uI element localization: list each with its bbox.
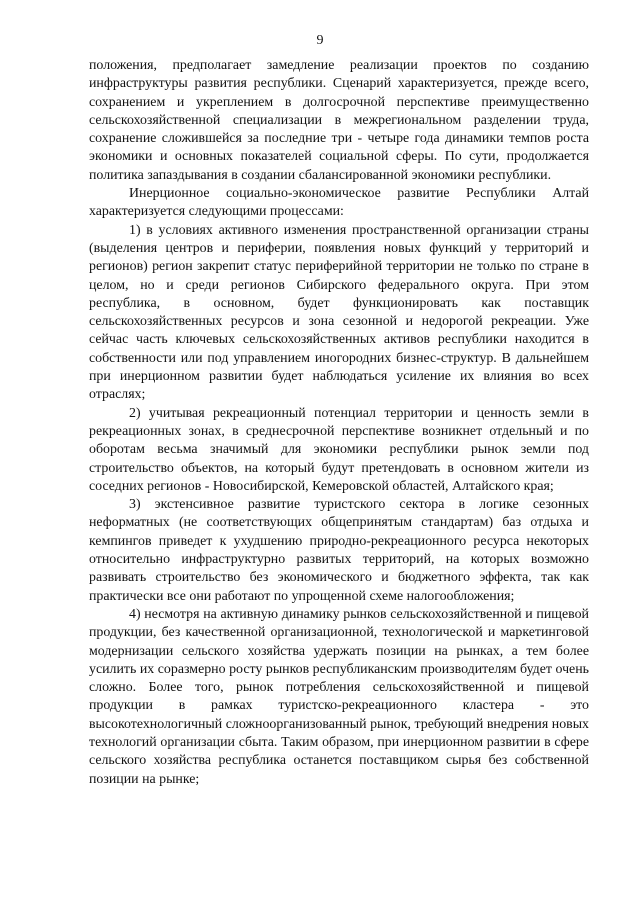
paragraph-item-3: 3) экстенсивное развитие туристского сектора в логике сезонных неформатных (не соответствующих общепринятым стандартам) баз отдыха и кемпингов приведет к ухудшению природно-рекреационного ресурса некоторых относительно инфраструктурно развитых территорий, на которых возможно развивать строительство без экономического и бюджетного эффекта, так как практически все они работают по упрощенной схеме налогообложения; bbox=[89, 497, 589, 604]
paragraph-item-1: 1) в условиях активного изменения пространственной организации страны (выделения центров и периферии, появления новых функций у территорий и регионов) регион закрепит статус периферийной территории не только по стране в целом, но и среди регионов Сибирского федерального округа. При этом республика, в основном, будет функционировать как поставщик сельскохозяйственных ресурсов и зона сезонной и недорогой рекреации. Уже сейчас часть ключевых сельскохозяйственных активов республики находится в собственности или под управлением иногородних бизнес-структур. В дальнейшем при инерционном развитии будет наблюдаться усиление их влияния во всех отраслях; bbox=[89, 222, 589, 403]
paragraph-scenario-continuation: положения, предполагает замедление реализации проектов по созданию инфраструктуры развития республики. Сценарий характеризуется, прежде всего, сохранением и укреплением в долгосрочной перспективе преимущественно сельскохозяйственной специализации в межрегиональном разделении труда, сохранение сложившейся за последние три - четыре года динамики темпов роста экономики и основных показателей социальной сферы. По сути, продолжается политика запаздывания в создании сбалансированной экономики республики. bbox=[89, 58, 589, 183]
paragraph-item-4: 4) несмотря на активную динамику рынков сельскохозяйственной и пищевой продукции, без качественной организационной, технологической и маркетинговой модернизации сельского хозяйства удержать позиции на рынках, а тем более усилить их соразмерно росту рынков республиканским производителям будет очень сложно. Более того, рынок потребления сельскохозяйственной и пищевой продукции в рамках туристско-рекреационного кластера - это высокотехнологичный сложноорганизованный рынок, требующий внедрения новых технологий организации сбыта. Таким образом, при инерционном развитии в сфере сельского хозяйства республика останется поставщиком сырья без собственной позиции на рынке; bbox=[89, 606, 589, 787]
paragraph-item-2: 2) учитывая рекреационный потенциал территории и ценность земли в рекреационных зонах, в среднесрочной перспективе возникнет отдельный и по оборотам весьма значимый для экономики республики рынок земли под строительство объектов, на который будут претендовать в основном жители из соседних регионов - Новосибирской, Кемеровской областей, Алтайского края; bbox=[89, 405, 589, 494]
page-number: 9 bbox=[316, 33, 324, 48]
paragraph-inertial-intro: Инерционное социально-экономическое развитие Республики Алтай характеризуется следующими процессами: bbox=[89, 186, 589, 220]
document-body bbox=[89, 57, 589, 789]
